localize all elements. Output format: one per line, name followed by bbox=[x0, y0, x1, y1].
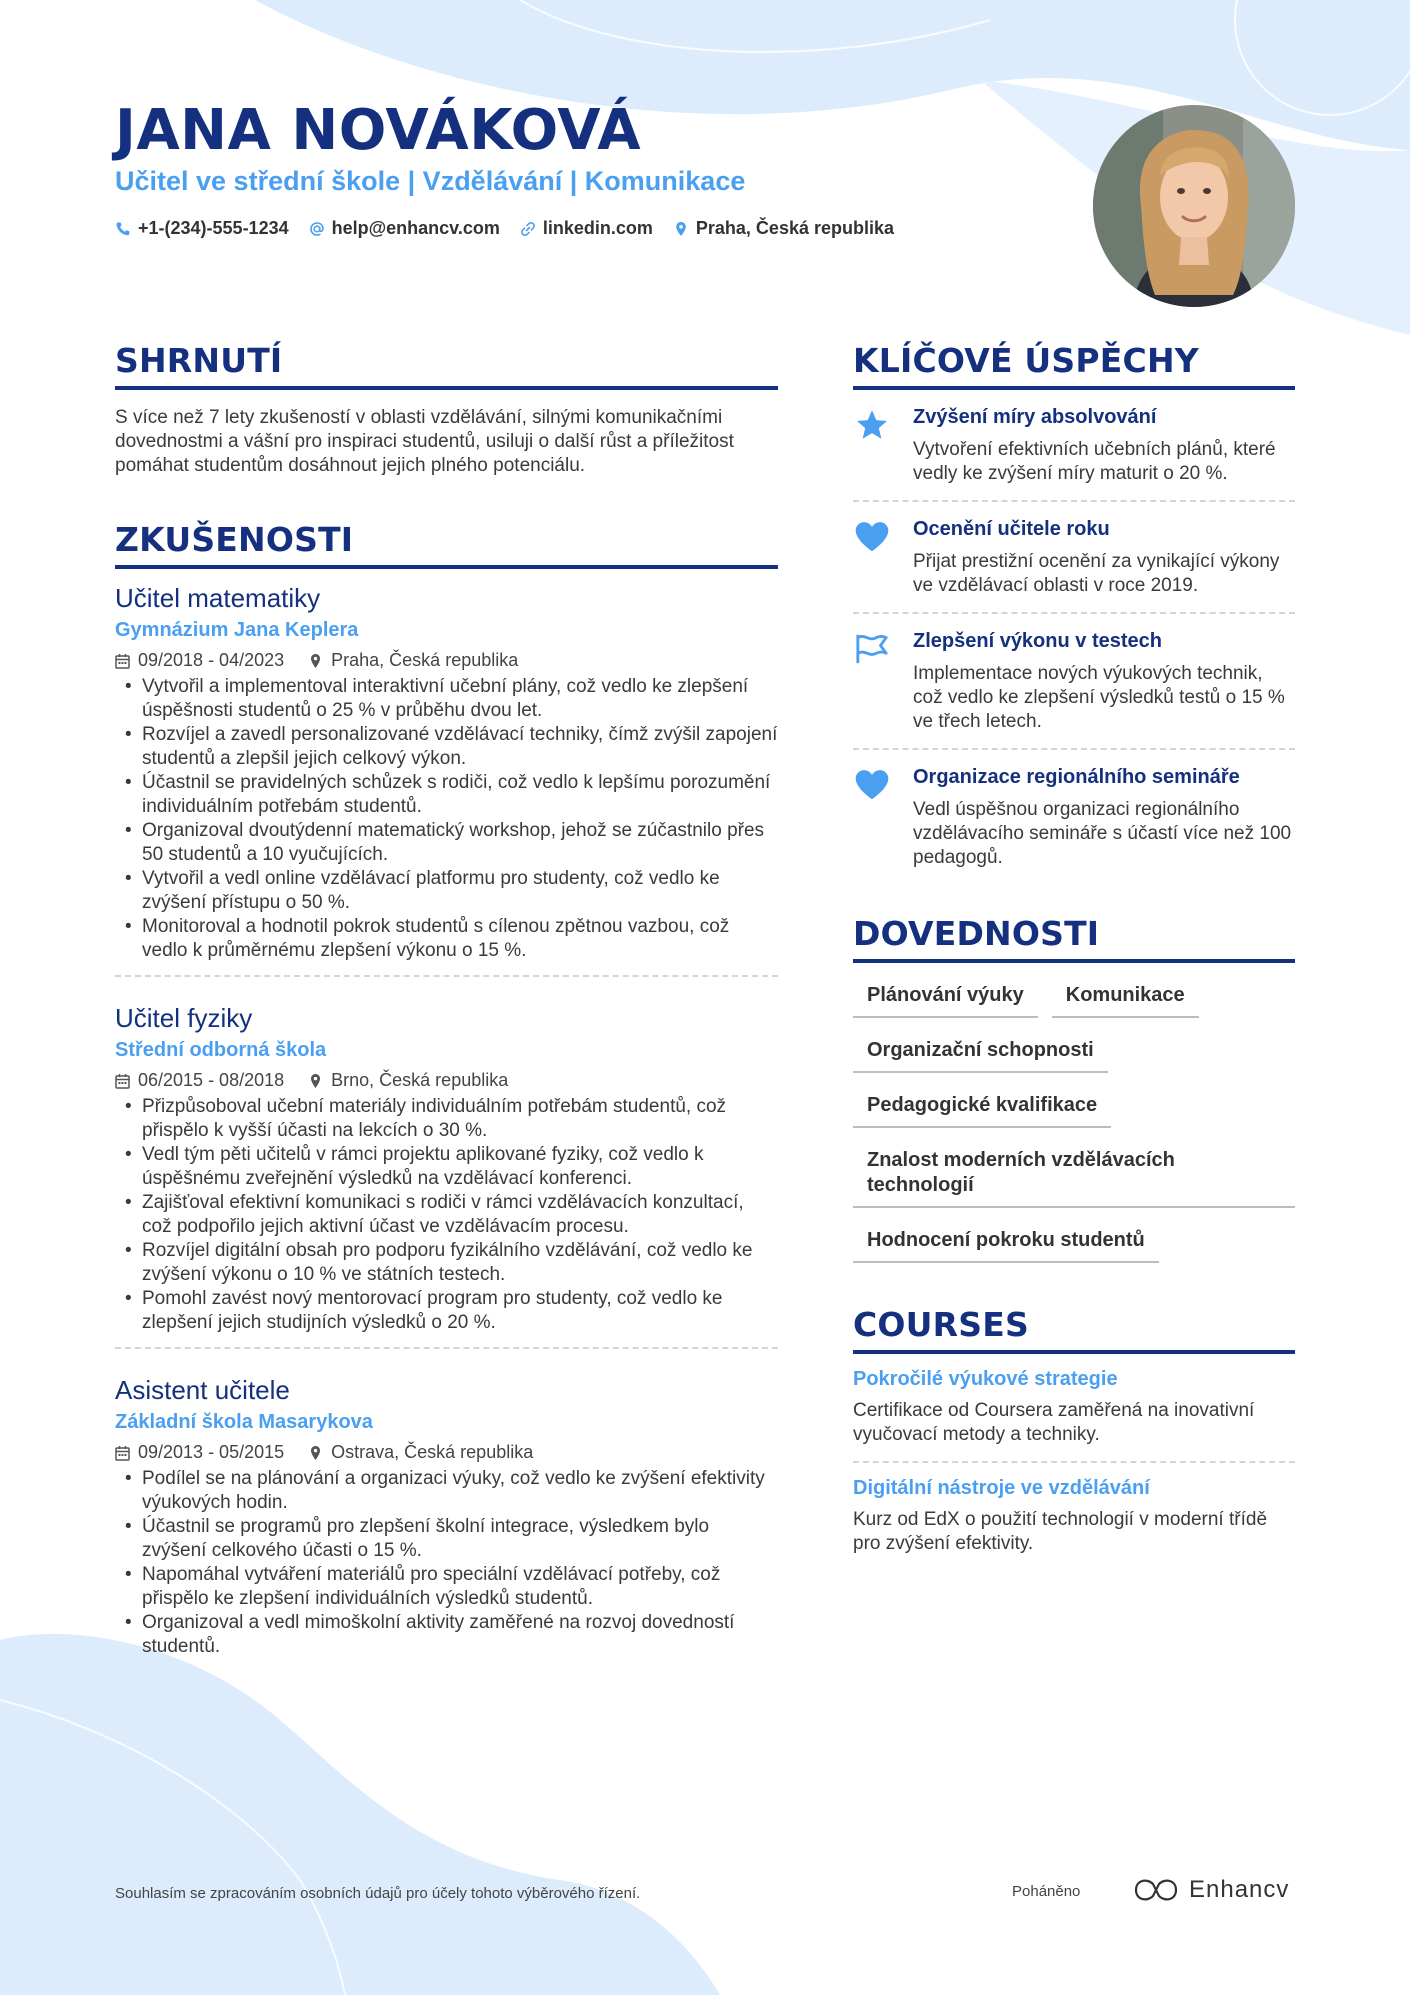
course-title: Digitální nástroje ve vzdělávání bbox=[853, 1477, 1150, 1499]
divider bbox=[115, 975, 778, 977]
job-bullet: • Rozvíjel a zavedl personalizované vzdělávací techniky, čímž zvýšil zapojení studentů a zlepšil jejich celkový výkon. bbox=[115, 723, 778, 771]
achievement-title: Ocenění učitele roku bbox=[913, 518, 1110, 540]
achievement-body bbox=[913, 630, 1295, 734]
summary-text: S více než 7 lety zkušeností v oblasti vzdělávání, silnými komunikačními dovednostmi a vášní pro inspiraci studentů, usiluji o další růst a příležitost pomáhat studentům dosáhnout jejich plného potenciálu. bbox=[115, 407, 734, 476]
contact-linkedin[interactable] bbox=[520, 218, 653, 239]
achievement-desc: Implementace nových výukových technik, což vedlo ke zlepšení výsledků testů o 15 % ve třech letech. bbox=[913, 663, 1285, 732]
job-bullet: • Účastnil se pravidelných schůzek s rodiči, což vedlo k lepšímu porozumění individuálním potřebám studentů. bbox=[115, 771, 778, 819]
skill-tag: Hodnocení pokroku studentů bbox=[853, 1222, 1159, 1263]
summary-heading: SHRNUTÍ bbox=[115, 341, 778, 390]
at-icon bbox=[309, 221, 325, 237]
location-pin-icon bbox=[308, 1073, 323, 1089]
job-title: Učitel matematiky bbox=[115, 583, 321, 613]
right-column bbox=[853, 341, 1295, 1570]
job-dates bbox=[115, 650, 284, 671]
contact-phone-text: +1-(234)-555-1234 bbox=[138, 218, 289, 238]
job-dates-text: 09/2018 - 04/2023 bbox=[138, 650, 285, 670]
phone-icon bbox=[115, 221, 131, 237]
job-location-text: Praha, Česká republika bbox=[331, 650, 519, 670]
job-meta bbox=[115, 650, 778, 671]
job-location bbox=[308, 1442, 533, 1463]
job-dates bbox=[115, 1442, 284, 1463]
consent-note: Souhlasím se zpracováním osobních údajů pro účely tohoto výběrového řízení. bbox=[115, 1885, 641, 1902]
course-title: Pokročilé výukové strategie bbox=[853, 1368, 1118, 1390]
job-entry bbox=[115, 1001, 778, 1361]
calendar-icon bbox=[115, 1445, 130, 1461]
course-desc: Kurz od EdX o použití technologií v moderní třídě pro zvýšení efektivity. bbox=[853, 1509, 1268, 1554]
location-pin-icon bbox=[673, 221, 689, 237]
job-title: Učitel fyziky bbox=[115, 1003, 253, 1033]
contact-location bbox=[673, 218, 894, 239]
job-entry bbox=[115, 1373, 778, 1671]
job-meta bbox=[115, 1442, 778, 1463]
powered-by-label: Poháněno bbox=[1012, 1883, 1081, 1900]
job-company: Základní škola Masarykova bbox=[115, 1411, 373, 1433]
brand-logo[interactable] bbox=[1133, 1876, 1289, 1904]
skills-list bbox=[853, 977, 1295, 1263]
contact-email[interactable] bbox=[309, 218, 500, 239]
achievement-desc: Přijat prestižní ocenění za vynikající výkony ve vzdělávací oblasti v roce 2019. bbox=[913, 551, 1280, 596]
star-icon bbox=[853, 406, 891, 486]
courses-heading: COURSES bbox=[853, 1305, 1295, 1354]
job-bullets bbox=[115, 1095, 778, 1335]
contact-location-text: Praha, Česká republika bbox=[695, 218, 895, 238]
job-location-text: Ostrava, Česká republika bbox=[331, 1442, 534, 1462]
job-dates bbox=[115, 1070, 284, 1091]
heart-icon bbox=[853, 518, 891, 598]
achievement-desc: Vedl úspěšnou organizaci regionálního vzdělávacího semináře s účastí více než 100 pedagogů. bbox=[913, 799, 1292, 868]
contact-email-text: help@enhancv.com bbox=[331, 218, 500, 238]
job-location bbox=[308, 1070, 508, 1091]
course-item bbox=[853, 1463, 1295, 1570]
job-bullet: • Zajišťoval efektivní komunikaci s rodiči v rámci vzdělávacích konzultací, což podpořilo jejich aktivní účast ve vzdělávacím procesu. bbox=[115, 1191, 778, 1239]
skill-tag: Znalost moderních vzdělávacích technologií bbox=[853, 1142, 1295, 1208]
job-dates-text: 09/2013 - 05/2015 bbox=[138, 1442, 285, 1462]
candidate-name: JANA NOVÁKOVÁ bbox=[115, 98, 642, 163]
job-bullet: • Přizpůsoboval učební materiály individuálním potřebám studentů, což přispělo k vyšší účasti na lekcích o 30 %. bbox=[115, 1095, 778, 1143]
experience-list bbox=[115, 581, 778, 1671]
job-entry bbox=[115, 581, 778, 989]
achievement-title: Organizace regionálního semináře bbox=[913, 766, 1240, 788]
achievement-title: Zlepšení výkonu v testech bbox=[913, 630, 1162, 652]
job-dates-text: 06/2015 - 08/2018 bbox=[138, 1070, 285, 1090]
job-title: Asistent učitele bbox=[115, 1375, 290, 1405]
achievement-body bbox=[913, 766, 1295, 870]
achievement-item bbox=[853, 502, 1295, 614]
skill-tag: Plánování výuky bbox=[853, 977, 1038, 1018]
achievement-item bbox=[853, 614, 1295, 750]
job-bullet: • Podílel se na plánování a organizaci výuky, což vedlo ke zvýšení efektivity výukových hodin. bbox=[115, 1467, 778, 1515]
job-meta bbox=[115, 1070, 778, 1091]
skills-heading: DOVEDNOSTI bbox=[853, 914, 1295, 963]
achievement-item bbox=[853, 750, 1295, 884]
achievement-title: Zvýšení míry absolvování bbox=[913, 406, 1157, 428]
job-location bbox=[308, 650, 518, 671]
calendar-icon bbox=[115, 653, 130, 669]
course-item bbox=[853, 1354, 1295, 1463]
course-desc: Certifikace od Coursera zaměřená na inovativní vyučovací metody a techniky. bbox=[853, 1400, 1255, 1445]
left-column bbox=[115, 341, 778, 1671]
job-bullet: • Rozvíjel digitální obsah pro podporu fyzikálního vzdělávání, což vedlo ke zvýšení výkonu o 10 % ve státních testech. bbox=[115, 1239, 778, 1287]
contact-phone[interactable] bbox=[115, 218, 289, 239]
job-bullet: • Monitoroval a hodnotil pokrok studentů s cílenou zpětnou vazbou, což vedlo k průměrnému zlepšení výkonu o 15 %. bbox=[115, 915, 778, 963]
heart-icon bbox=[853, 766, 891, 870]
job-bullet: • Organizoval a vedl mimoškolní aktivity zaměřené na rozvoj dovedností studentů. bbox=[115, 1611, 778, 1659]
job-bullet: • Vytvořil a vedl online vzdělávací platformu pro studenty, což vedlo ke zvýšení přístupu o 50 %. bbox=[115, 867, 778, 915]
achievements-list bbox=[853, 390, 1295, 884]
skill-tag: Komunikace bbox=[1052, 977, 1199, 1018]
job-company: Střední odborná škola bbox=[115, 1039, 327, 1061]
job-bullets bbox=[115, 675, 778, 963]
skill-tag: Pedagogické kvalifikace bbox=[853, 1087, 1111, 1128]
job-bullet: • Pomohl zavést nový mentorovací program pro studenty, což vedlo ke zlepšení jejich studijních výsledků o 20 %. bbox=[115, 1287, 778, 1335]
achievement-desc: Vytvoření efektivních učebních plánů, které vedly ke zvýšení míry maturit o 20 %. bbox=[913, 439, 1276, 484]
location-pin-icon bbox=[308, 653, 323, 669]
job-bullet: • Účastnil se programů pro zlepšení školní integrace, výsledkem bylo zvýšení celkového účasti o 15 %. bbox=[115, 1515, 778, 1563]
experience-heading: ZKUŠENOSTI bbox=[115, 520, 778, 569]
courses-list bbox=[853, 1354, 1295, 1570]
contact-bar bbox=[115, 218, 894, 239]
candidate-headline: Učitel ve střední škole | Vzdělávání | Komunikace bbox=[115, 166, 746, 196]
job-bullets bbox=[115, 1467, 778, 1659]
job-location-text: Brno, Česká republika bbox=[331, 1070, 509, 1090]
job-company: Gymnázium Jana Keplera bbox=[115, 619, 359, 641]
achievements-heading: KLÍČOVÉ ÚSPĚCHY bbox=[853, 341, 1295, 390]
achievement-body bbox=[913, 406, 1295, 486]
flag-icon bbox=[853, 630, 891, 734]
divider bbox=[115, 1347, 778, 1349]
location-pin-icon bbox=[308, 1445, 323, 1461]
achievement-item bbox=[853, 390, 1295, 502]
job-bullet: • Napomáhal vytváření materiálů pro speciální vzdělávací potřeby, což přispělo ke zlepšení individuálních výsledků studentů. bbox=[115, 1563, 778, 1611]
brand-name: Enhancv bbox=[1189, 1876, 1290, 1903]
job-bullet: • Vedl tým pěti učitelů v rámci projektu aplikované fyziky, což vedlo k úspěšnému zveřejnění výsledků na vzdělávací konferenci. bbox=[115, 1143, 778, 1191]
profile-photo bbox=[1093, 105, 1295, 307]
link-icon bbox=[520, 221, 536, 237]
enhancv-logo-icon bbox=[1133, 1878, 1179, 1902]
achievement-body bbox=[913, 518, 1295, 598]
job-bullet: • Vytvořil a implementoval interaktivní učební plány, což vedlo ke zlepšení úspěšnosti studentů o 25 % v průběhu dvou let. bbox=[115, 675, 778, 723]
job-bullet: • Organizoval dvoutýdenní matematický workshop, jehož se zúčastnilo přes 50 studentů a 10 vyučujících. bbox=[115, 819, 778, 867]
contact-linkedin-text: linkedin.com bbox=[542, 218, 653, 238]
calendar-icon bbox=[115, 1073, 130, 1089]
skill-tag: Organizační schopnosti bbox=[853, 1032, 1108, 1073]
